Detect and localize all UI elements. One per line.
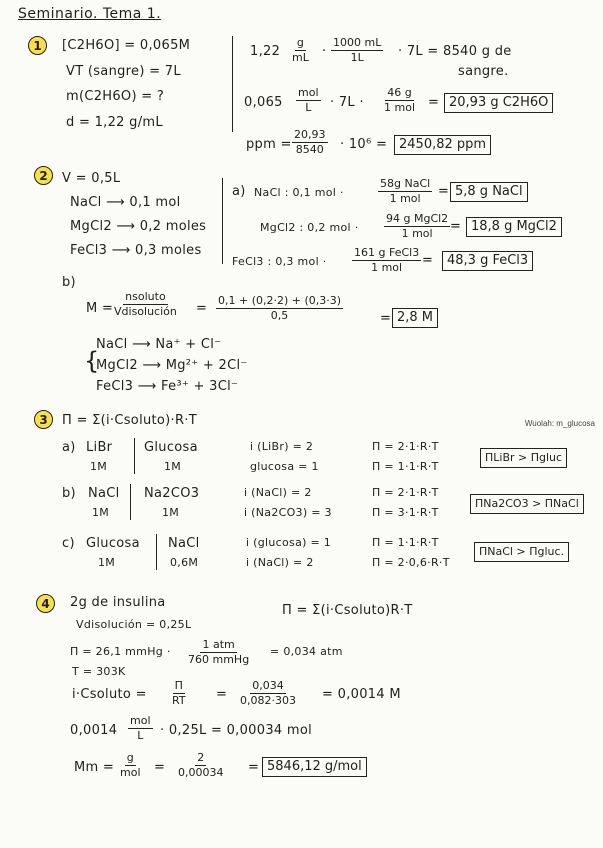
ex3-formula: Π = Σ(i·Csoluto)·R·T <box>62 413 197 428</box>
ex4-fraction <box>186 638 251 667</box>
ex3-result: ΠNaCl > Πgluc. <box>474 542 569 562</box>
equals: = <box>438 184 450 199</box>
exercise-1-number: 1 <box>28 36 47 55</box>
ex4-fraction <box>176 751 226 780</box>
ex3-vanthoff-2: glucosa = 1 <box>250 460 319 473</box>
denominator: mL <box>292 51 309 64</box>
ex4-equals: = <box>216 687 228 702</box>
denominator: 0,082·303 <box>240 694 296 707</box>
numerator: 1 atm <box>202 638 235 651</box>
ex3-pressure-2: Π = 1·1·R·T <box>372 460 439 473</box>
ex1-given: [C2H6O] = 0,065M <box>62 38 191 53</box>
equals: = <box>422 253 434 268</box>
ex2-a-result: 18,8 g MgCl2 <box>466 217 562 237</box>
ex4-line: i·Csoluto = <box>72 687 147 702</box>
ex3-solute-1: NaCl <box>88 486 120 501</box>
denominator: RT <box>172 694 186 707</box>
ex3-conc-1: 1M <box>90 460 108 473</box>
numerator: 0,034 <box>252 679 284 692</box>
ex4-line: Π = 26,1 mmHg · <box>70 645 171 658</box>
ex1-result-mass: 20,93 g C2H6O <box>444 93 553 113</box>
numerator: 161 g FeCl3 <box>354 246 420 259</box>
denominator: mol <box>120 766 141 779</box>
ex3-solute-2: Glucosa <box>144 440 198 455</box>
ex1-calc2-fraction <box>296 86 321 115</box>
ex2-a-result: 48,3 g FeCl3 <box>442 251 533 271</box>
ex2-a-row-fraction <box>378 177 432 206</box>
ex1-ppm-mid: · 10⁶ = <box>340 137 388 152</box>
ex2-divider <box>222 178 223 264</box>
ex3-conc-2: 1M <box>164 460 182 473</box>
ex4-line: Mm = <box>74 760 115 775</box>
numerator: nsoluto <box>125 290 166 303</box>
numerator: 0,1 + (0,2·2) + (0,3·3) <box>218 294 342 307</box>
ex2-b-result: 2,8 M <box>392 308 438 328</box>
ex3-conc-1: 1M <box>92 506 110 519</box>
ex2-dissociation: FeCl3 ⟶ Fe³⁺ + 3Cl⁻ <box>96 379 239 394</box>
ex2-a-row-pre: FeCl3 : 0,3 mol · <box>232 255 327 268</box>
numerator: 2 <box>197 751 205 764</box>
numerator: 20,93 <box>294 128 326 141</box>
equals: = <box>428 95 440 110</box>
ex2-a-row-fraction <box>384 212 450 241</box>
ex4-equals: = <box>154 760 166 775</box>
equals: = <box>380 311 392 326</box>
denominator: 1 mol <box>401 227 433 240</box>
ex2-a-row-pre: MgCl2 : 0,2 mol · <box>260 221 359 234</box>
denominator: L <box>137 729 144 742</box>
numerator: g <box>126 751 134 764</box>
ex3-vanthoff-2: i (Na2CO3) = 3 <box>244 506 332 519</box>
ex2-given: NaCl ⟶ 0,1 mol <box>70 195 181 210</box>
denominator: 1 mol <box>371 261 403 274</box>
ex2-b-fraction <box>112 290 179 319</box>
denominator: 8540 <box>295 143 324 156</box>
ex1-calc2-value: 0,065 <box>244 95 283 110</box>
ex4-line: 2g de insulina <box>70 595 166 610</box>
ex1-calc1-rest: · 7L = 8540 g de <box>398 44 512 59</box>
ex3-row-label: a) <box>62 440 76 455</box>
page-title: Seminario. Tema 1. <box>18 6 162 22</box>
ex4-line: T = 303K <box>72 665 126 678</box>
ex3-solute-1: LiBr <box>86 440 113 455</box>
ex3-pressure-2: Π = 2·0,6·R·T <box>372 556 450 569</box>
numerator: 58g NaCl <box>380 177 431 190</box>
ex1-calc1-fraction <box>290 36 311 65</box>
equals: = <box>450 219 462 234</box>
numerator: Π <box>174 679 183 692</box>
ex1-given: VT (sangre) = 7L <box>66 64 181 79</box>
ex3-row-label: b) <box>62 486 76 501</box>
ex1-calc2-mid: · 7L · <box>330 95 364 110</box>
dot: · <box>322 44 327 59</box>
ex1-calc1-fraction-2 <box>331 36 383 65</box>
ex3-vanthoff-1: i (NaCl) = 2 <box>244 486 312 499</box>
ex2-a-result: 5,8 g NaCl <box>450 182 528 202</box>
denominator: 760 mmHg <box>188 653 250 666</box>
ex3-result: ΠLiBr > Πgluc <box>480 448 567 468</box>
ex2-given: V = 0,5L <box>62 171 121 186</box>
ex4-fraction <box>128 714 153 743</box>
ex3-conc-2: 0,6M <box>170 556 199 569</box>
ex2-a-row-fraction <box>352 246 421 275</box>
ex3-vanthoff-2: i (NaCl) = 2 <box>246 556 314 569</box>
ex4-result: 5846,12 g/mol <box>262 757 367 777</box>
ex3-row-label: c) <box>62 536 75 551</box>
ex2-a-row-pre: NaCl : 0,1 mol · <box>254 186 344 199</box>
numerator: 46 g <box>387 86 412 99</box>
denominator: Vdisolución <box>114 305 177 318</box>
ex1-calc1-rest2: sangre. <box>458 64 509 79</box>
ex4-line: Vdisolución = 0,25L <box>76 618 192 631</box>
ex1-ppm-fraction <box>292 128 328 157</box>
ex3-vanthoff-1: i (glucosa) = 1 <box>246 536 332 549</box>
denominator: 1 mol <box>384 101 415 114</box>
exercise-4-number: 4 <box>36 594 55 613</box>
ex1-ppm-label: ppm = <box>246 137 292 152</box>
ex1-result-ppm: 2450,82 ppm <box>394 135 491 155</box>
separator <box>156 534 157 570</box>
ex2-b-fraction-2 <box>216 294 343 323</box>
numerator: 1000 mL <box>333 36 382 49</box>
exercise-3-number: 3 <box>34 410 53 429</box>
numerator: g <box>296 36 304 49</box>
watermark: Wuolah: m_glucosa <box>524 419 595 428</box>
separator <box>130 484 131 520</box>
ex3-result: ΠNa2CO3 > ΠNaCl <box>470 494 584 514</box>
denominator: 0,00034 <box>178 766 224 779</box>
numerator: mol <box>298 86 319 99</box>
ex2-given: FeCl3 ⟶ 0,3 moles <box>70 243 202 258</box>
ex1-calc2-fraction-2 <box>382 86 417 115</box>
ex3-conc-2: 1M <box>162 506 180 519</box>
ex4-line: · 0,25L = 0,00034 mol <box>160 723 313 738</box>
ex3-solute-1: Glucosa <box>86 536 140 551</box>
ex4-line: = 0,034 atm <box>270 645 343 658</box>
ex3-pressure-2: Π = 3·1·R·T <box>372 506 439 519</box>
ex2-b-molarity-label: M = <box>86 301 114 316</box>
ex1-divider <box>232 36 233 132</box>
ex3-pressure-1: Π = 2·1·R·T <box>372 440 439 453</box>
ex3-solute-2: Na2CO3 <box>144 486 200 501</box>
separator <box>134 438 135 474</box>
ex1-given: d = 1,22 g/mL <box>66 115 163 130</box>
ex2-dissociation: MgCl2 ⟶ Mg²⁺ + 2Cl⁻ <box>96 358 248 373</box>
denominator: 1L <box>350 51 364 64</box>
ex2-b-equals: = <box>196 301 208 316</box>
ex2-part-a-label: a) <box>232 184 246 199</box>
denominator: 1 mol <box>389 192 421 205</box>
ex4-fraction <box>170 679 188 708</box>
numerator: mol <box>130 714 151 727</box>
ex4-line: 0,0014 <box>70 723 118 738</box>
ex3-conc-1: 1M <box>98 556 116 569</box>
ex4-fraction <box>238 679 298 708</box>
ex2-given: MgCl2 ⟶ 0,2 moles <box>70 219 207 234</box>
ex3-pressure-1: Π = 1·1·R·T <box>372 536 439 549</box>
ex1-given: m(C2H6O) = ? <box>66 89 165 104</box>
ex4-fraction <box>118 751 143 780</box>
denominator: 0,5 <box>270 309 289 322</box>
ex3-vanthoff-1: i (LiBr) = 2 <box>250 440 314 453</box>
numerator: 94 g MgCl2 <box>386 212 449 225</box>
ex4-formula: Π = Σ(i·Csoluto)R·T <box>282 603 413 618</box>
denominator: L <box>305 101 312 114</box>
ex4-line: = 0,0014 M <box>322 687 401 702</box>
brace: { <box>84 347 100 375</box>
exercise-2-number: 2 <box>34 166 53 185</box>
ex1-calc1-value: 1,22 <box>250 44 281 59</box>
ex3-solute-2: NaCl <box>168 536 200 551</box>
ex3-pressure-1: Π = 2·1·R·T <box>372 486 439 499</box>
equals: = <box>248 760 260 775</box>
ex2-part-b-label: b) <box>62 275 76 290</box>
ex2-dissociation: NaCl ⟶ Na⁺ + Cl⁻ <box>96 337 222 352</box>
